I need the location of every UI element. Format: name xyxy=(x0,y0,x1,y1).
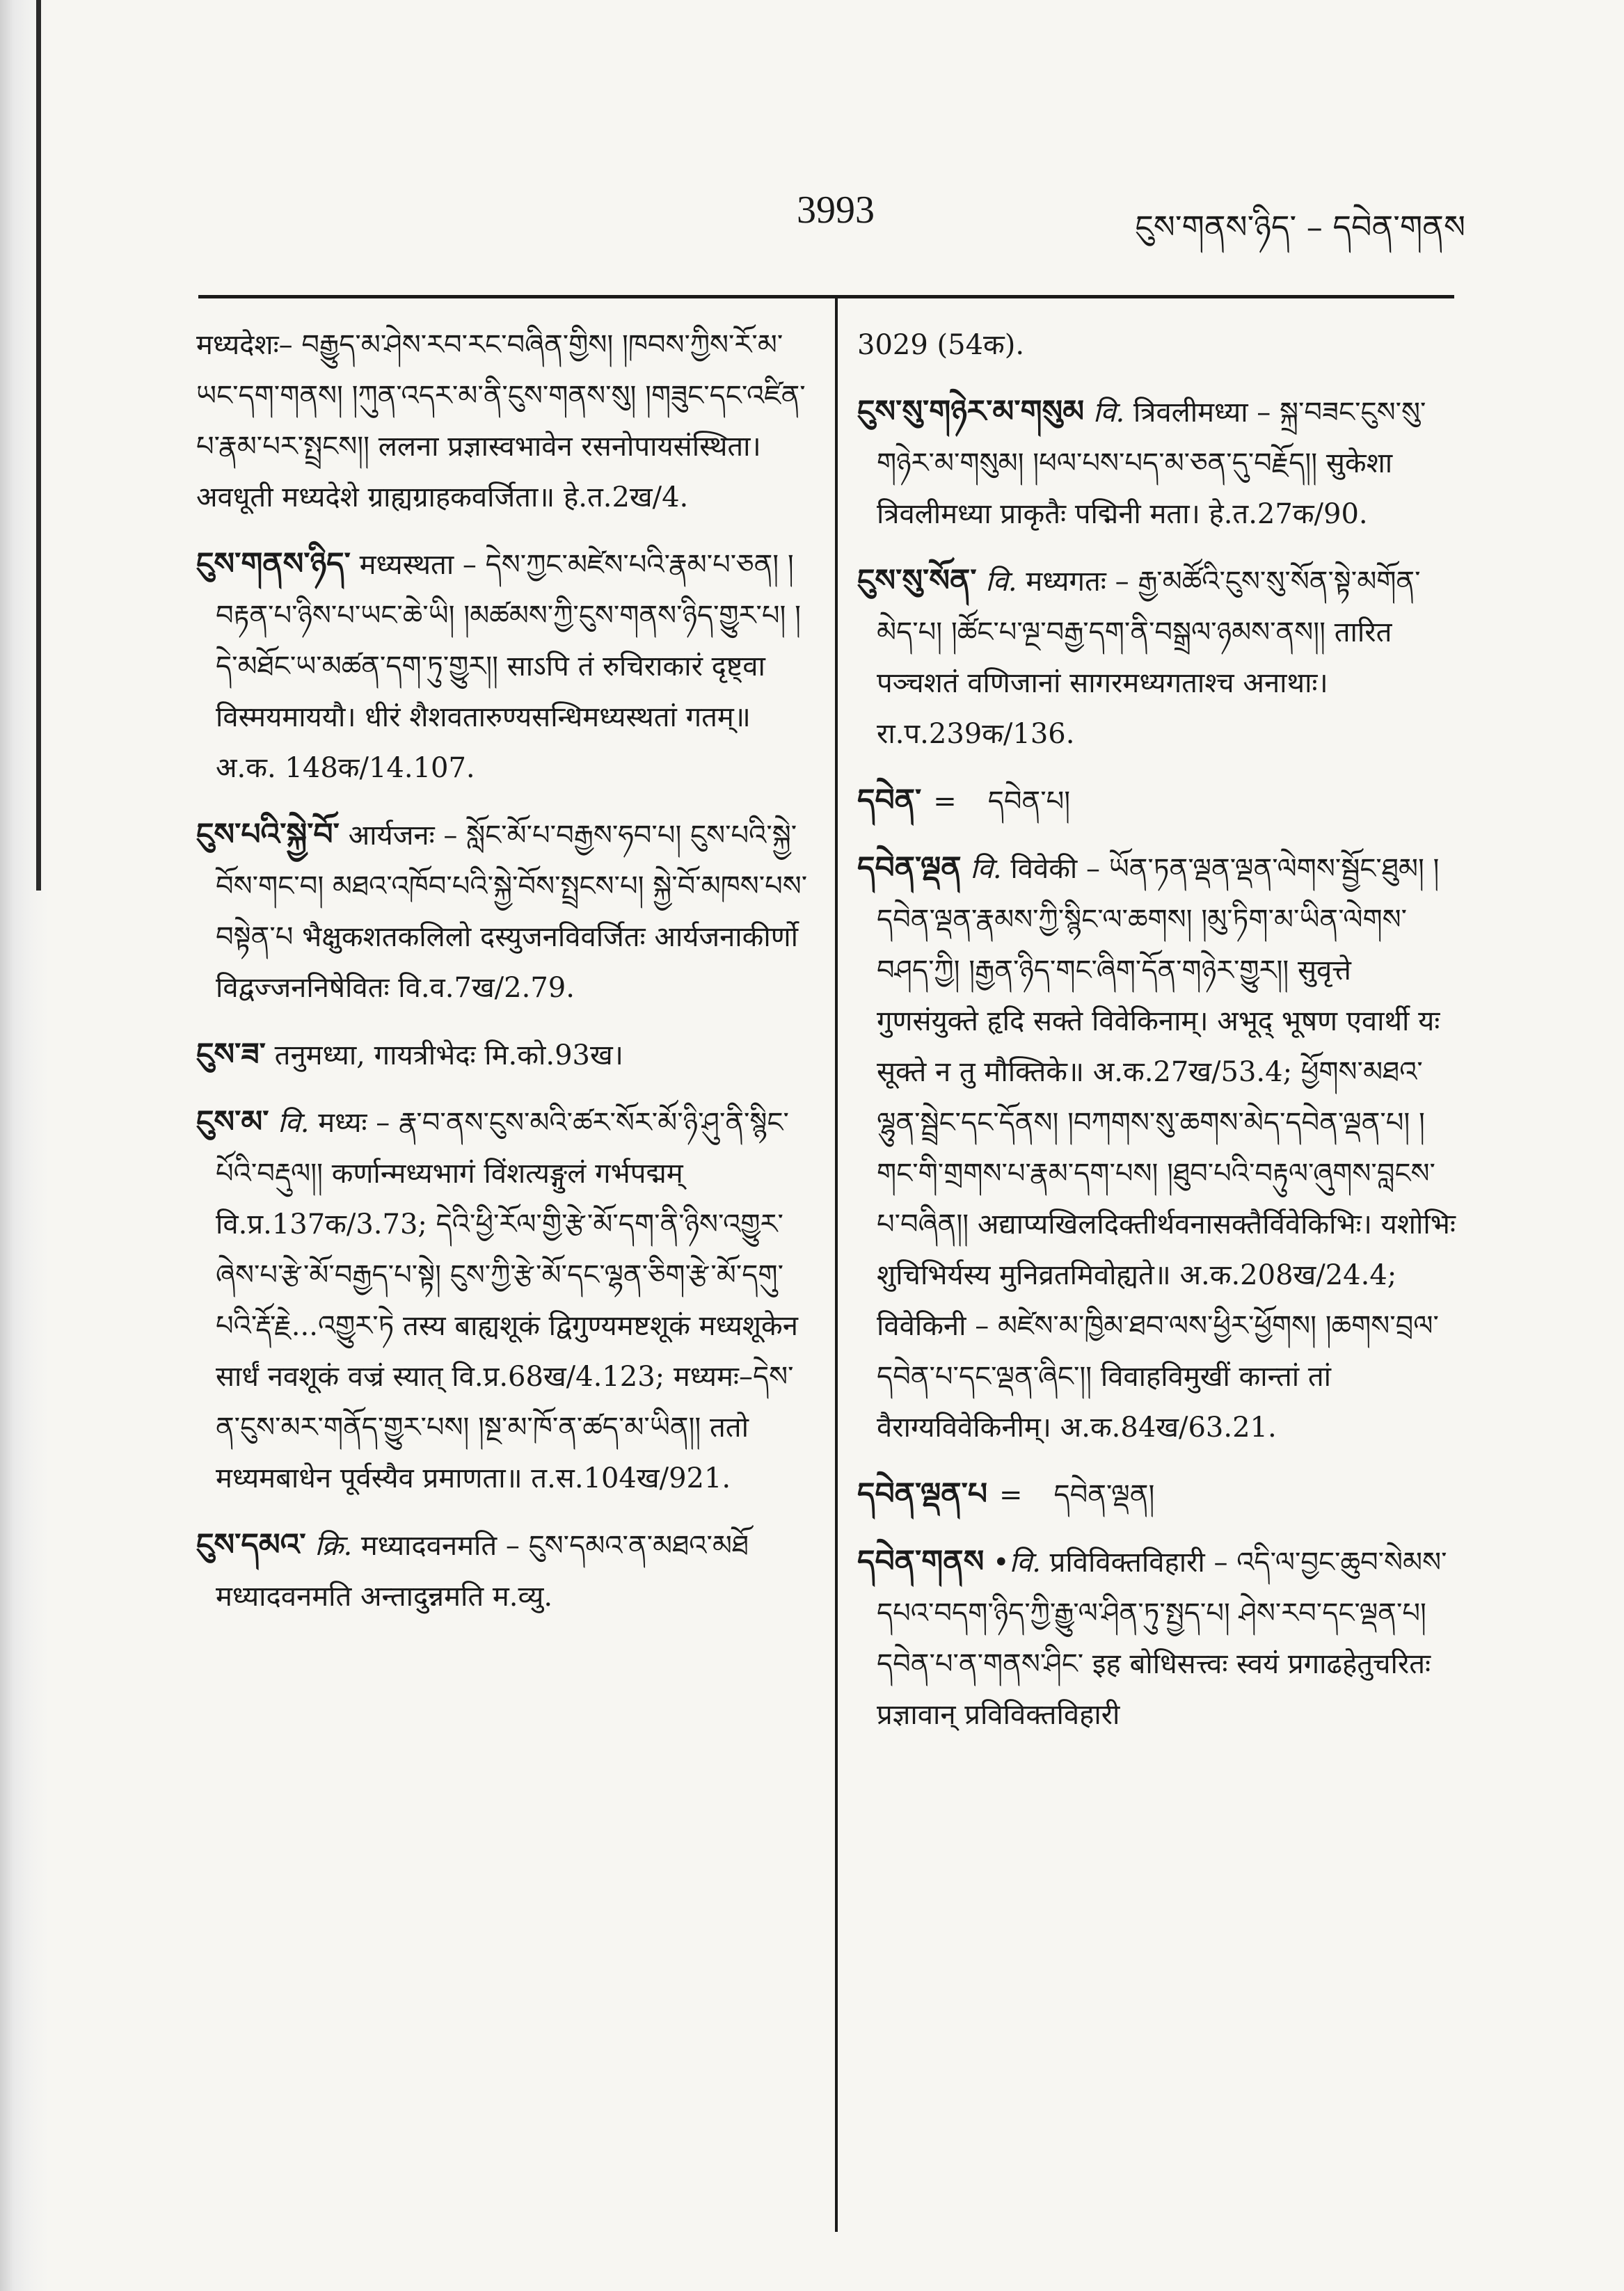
entry-grammar: वि. xyxy=(970,853,1002,885)
dictionary-entry xyxy=(196,1029,812,1081)
entry-headword: ངུས་སུ་སོན་ xyxy=(857,563,977,598)
right-column xyxy=(857,320,1456,1756)
entry-grammar: वि. xyxy=(278,1107,310,1139)
entry-headword: དབེན་ལྡན་པ xyxy=(857,1476,988,1512)
entry-headword: དབེན་གནས xyxy=(857,1544,985,1579)
page-number: 3993 xyxy=(797,189,875,232)
dictionary-entry xyxy=(196,1096,812,1504)
left-column xyxy=(196,320,812,1638)
binding-shadow-line xyxy=(36,0,41,891)
equals-sign: = xyxy=(999,1479,1023,1511)
entry-grammar: वि. xyxy=(1092,397,1125,429)
cross-reference-target: དབེན་པ། xyxy=(987,785,1071,817)
cross-reference-entry xyxy=(857,1469,1456,1521)
column-divider xyxy=(835,298,838,2232)
running-head: ངུས་གནས་ཉིད་ – དབེན་གནས xyxy=(1135,208,1465,246)
page-binding-edge xyxy=(0,0,49,2291)
entry-text: प्रविविक्तविहारी – འདི་ལ་བྱང་ཆུབ་སེམས་དཔའ་བདག་ཉིད་ཀྱི་རྒྱུ་ལ་ཤིན་ཏུ་སྤྱད་པ། ཤེས་རབ་དང་ལྡན་པ། དབེན་པ་ན་གནས་ཤིང་ इह बोधिसत्त्वः स्वयं प्रगाढहेतुचरितः प्रज्ञावान् प्रविविक्तविहारी xyxy=(877,1547,1447,1731)
cross-reference-target: དབེན་ལྡན། xyxy=(1053,1479,1155,1511)
entry-text: त्रिवलीमध्या – སྐྲ་བཟང་ངུས་སུ་གཉེར་མ་གསུམ། །ཕལ་པས་པད་མ་ཅན་དུ་བརྗོད།། सुकेशा त्रिवलीमध्या प्राकृतैः पद्मिनी मता। हे.त.27क/90. xyxy=(877,397,1426,530)
header-rule xyxy=(198,295,1454,298)
dictionary-entry xyxy=(857,386,1456,540)
entry-text: 3029 (54क). xyxy=(857,329,1025,361)
equals-sign: = xyxy=(933,785,957,817)
entry-text: मध्यादवनमति – ངུས་དམའ་ན་མཐའ་མཐོ मध्यादवनमति अन्तादुन्नमति म.व्यु. xyxy=(216,1530,749,1613)
cross-reference-entry xyxy=(857,775,1456,827)
entry-headword: དབེན་ xyxy=(857,783,922,818)
entry-text: आर्यजनः – སློང་མོ་པ་བརྒྱས་ཧབ་པ། ངུས་པའི་སྐྱེ་བོས་གང་བ། མཐའ་འཁོབ་པའི་སྐྱེ་བོས་སྤྲངས་པ། སྐྱེ་བོ་མཁས་པས་བསྟེན་པ भैक्षुकशतकलिलो दस्युजनविवर्जितः आर्यजनाकीर्णो विद्वज्जननिषेवितः वि.व.7ख/2.79. xyxy=(216,820,808,1004)
entry-text: मध्यगतः – རྒྱ་མཚོའི་ངུས་སུ་སོན་སྟེ་མགོན་མེད་པ། །ཚོང་པ་ལྔ་བརྒྱ་དག་ནི་བསྒྲལ་ཉམས་ནས།། तारित पञ्चशतं वणिजानां सागरमध्यगताश्च अनाथाः। रा.प.239क/136. xyxy=(877,566,1421,750)
entry-text: मध्यस्थता – དེས་ཀྱང་མཛེས་པའི་རྣམ་པ་ཅན། །བརྟན་པ་ཉིས་པ་ཡང་ཆེ་ཡི། །མཚམས་ཀྱི་ངུས་གནས་ཉིད་གྱུར་པ། །དེ་མཐོང་ཡ་མཚན་དག་ཏུ་གྱུར།། साऽपि तं रुचिराकारं दृष्ट्वा विस्मयमाययौ। धीरं शैशवतारुण्यसन्धिमध्यस्थतां गतम्॥ अ.क. 148क/14.107. xyxy=(216,549,802,784)
entry-headword: ངུས་མ་ xyxy=(196,1104,269,1140)
dictionary-entry xyxy=(196,1519,812,1622)
page-header xyxy=(0,182,1624,259)
entry-headword: ངུས་དམའ་ xyxy=(196,1527,306,1563)
entry-grammar: क्रि. xyxy=(315,1530,353,1562)
dictionary-entry xyxy=(196,320,812,523)
entry-headword: ངུས་ཟ་ xyxy=(196,1037,266,1072)
entry-text: तनुमध्या, गायत्रीभेदः मि.को.93ख। xyxy=(274,1039,623,1071)
dictionary-entry xyxy=(857,1536,1456,1741)
dictionary-entry xyxy=(857,320,1456,371)
dictionary-entry xyxy=(857,555,1456,760)
entry-grammar: वि. xyxy=(985,566,1017,598)
entry-text: मध्यदेशः– བརྒྱུད་མ་ཤེས་རབ་རང་བཞིན་གྱིས། །ཁབས་ཀྱིས་རོ་མ་ཡང་དག་གནས། །ཀུན་འདར་མ་ནི་ངུས་གནས་སུ། །གཟུང་དང་འཛིན་པ་རྣམ་པར་སྤྲངས།། ललना प्रज्ञास्वभावेन रसनोपायसंस्थिता। अवधूती मध्यदेशे ग्राह्यग्राहकवर्जिता॥ हे.त.2ख/4. xyxy=(196,329,806,513)
entry-headword: ངུས་པའི་སྐྱེ་བོ་ xyxy=(196,817,340,852)
dictionary-entry xyxy=(857,843,1456,1453)
dictionary-entry xyxy=(196,809,812,1014)
entry-text: विवेकी – ཡོན་ཏན་ལྡན་ལྡན་ལེགས་སྦྱོང་ཐུམ། །དབེན་ལྡན་རྣམས་ཀྱི་སྙིང་ལ་ཆགས། །མུ་ཏིག་མ་ཡིན་ལེགས་བཤད་ཀྱི། །རྒྱན་ཉིད་གང་ཞིག་དོན་གཉེར་གྱུར།། सुवृत्ते गुणसंयुक्ते हृदि सक्ते विवेकिनाम्। अभूद् भूषण एवार्थी यः सूक्ते न तु मौक्तिके॥ अ.क.27ख/53.4; ཕྱོགས་མཐའ་ལྷུན་སྦྲེང་དང་དོནས། །བཀགས་སུ་ཆགས་མེད་དབེན་ལྡན་པ། །གང་གི་གྲགས་པ་རྣམ་དག་པས། །ཐུབ་པའི་བརྟུལ་ཞུགས་བླངས་པ་བཞིན།། अद्याप्यखिलदिक्तीर्थवनासक्तैर्विवेकिभिः। यशोभिः शुचिभिर्यस्य मुनिव्रतमिवोह्यते॥ अ.क.208ख/24.4; विवेकिनी – མཛེས་མ་ཁྱིམ་ཐབ་ལས་ཕྱིར་ཕྱོགས། །ཆགས་བྲལ་དབེན་པ་དང་ལྡན་ཞིང་།། विवाहविमुखीं कान्तां तां वैराग्यविवेकिनीम्। अ.क.84ख/63.21. xyxy=(877,853,1456,1444)
entry-headword: ངུས་གནས་ཉིད་ xyxy=(196,546,351,582)
entry-text: मध्यः – རྣ་བ་ནས་ངུས་མའི་ཚར་སོར་མོ་ཉི་ཤུ་ནི་སྙིང་པོའི་བརྡུལ།། कर्णान्मध्यभागं विंशत्यङ्गुलं गर्भपद्मम् वि.प्र.137क/3.73; དེའི་ཕྱི་རོལ་གྱི་རྩེ་མོ་དག་ནི་ཉིས་འགྱུར་ཞེས་པ་རྩེ་མོ་བརྒྱད་པ་སྟེ། ངུས་ཀྱི་རྩེ་མོ་དང་ལྷན་ཅིག་རྩེ་མོ་དགུ་པའི་རྡོ་རྗེ...འགྱུར་ཏེ तस्य बाह्यशूकं द्विगुण्यमष्टशूकं मध्यशूकेन सार्धं नवशूकं वज्रं स्यात् वि.प्र.68ख/4.123; मध्यमः–དེས་ན་ངུས་མར་གནོད་གྱུར་པས། །སྔ་མ་ཁོ་ན་ཚད་མ་ཡིན།། ततो मध्यमबाधेन पूर्वस्यैव प्रमाणता॥ त.स.104ख/921. xyxy=(216,1107,798,1494)
entry-grammar: •वि. xyxy=(993,1547,1041,1579)
dictionary-entry xyxy=(196,538,812,794)
entry-headword: ངུས་སུ་གཉེར་མ་གསུམ xyxy=(857,394,1085,429)
entry-headword: དབེན་ལྡན xyxy=(857,850,962,886)
